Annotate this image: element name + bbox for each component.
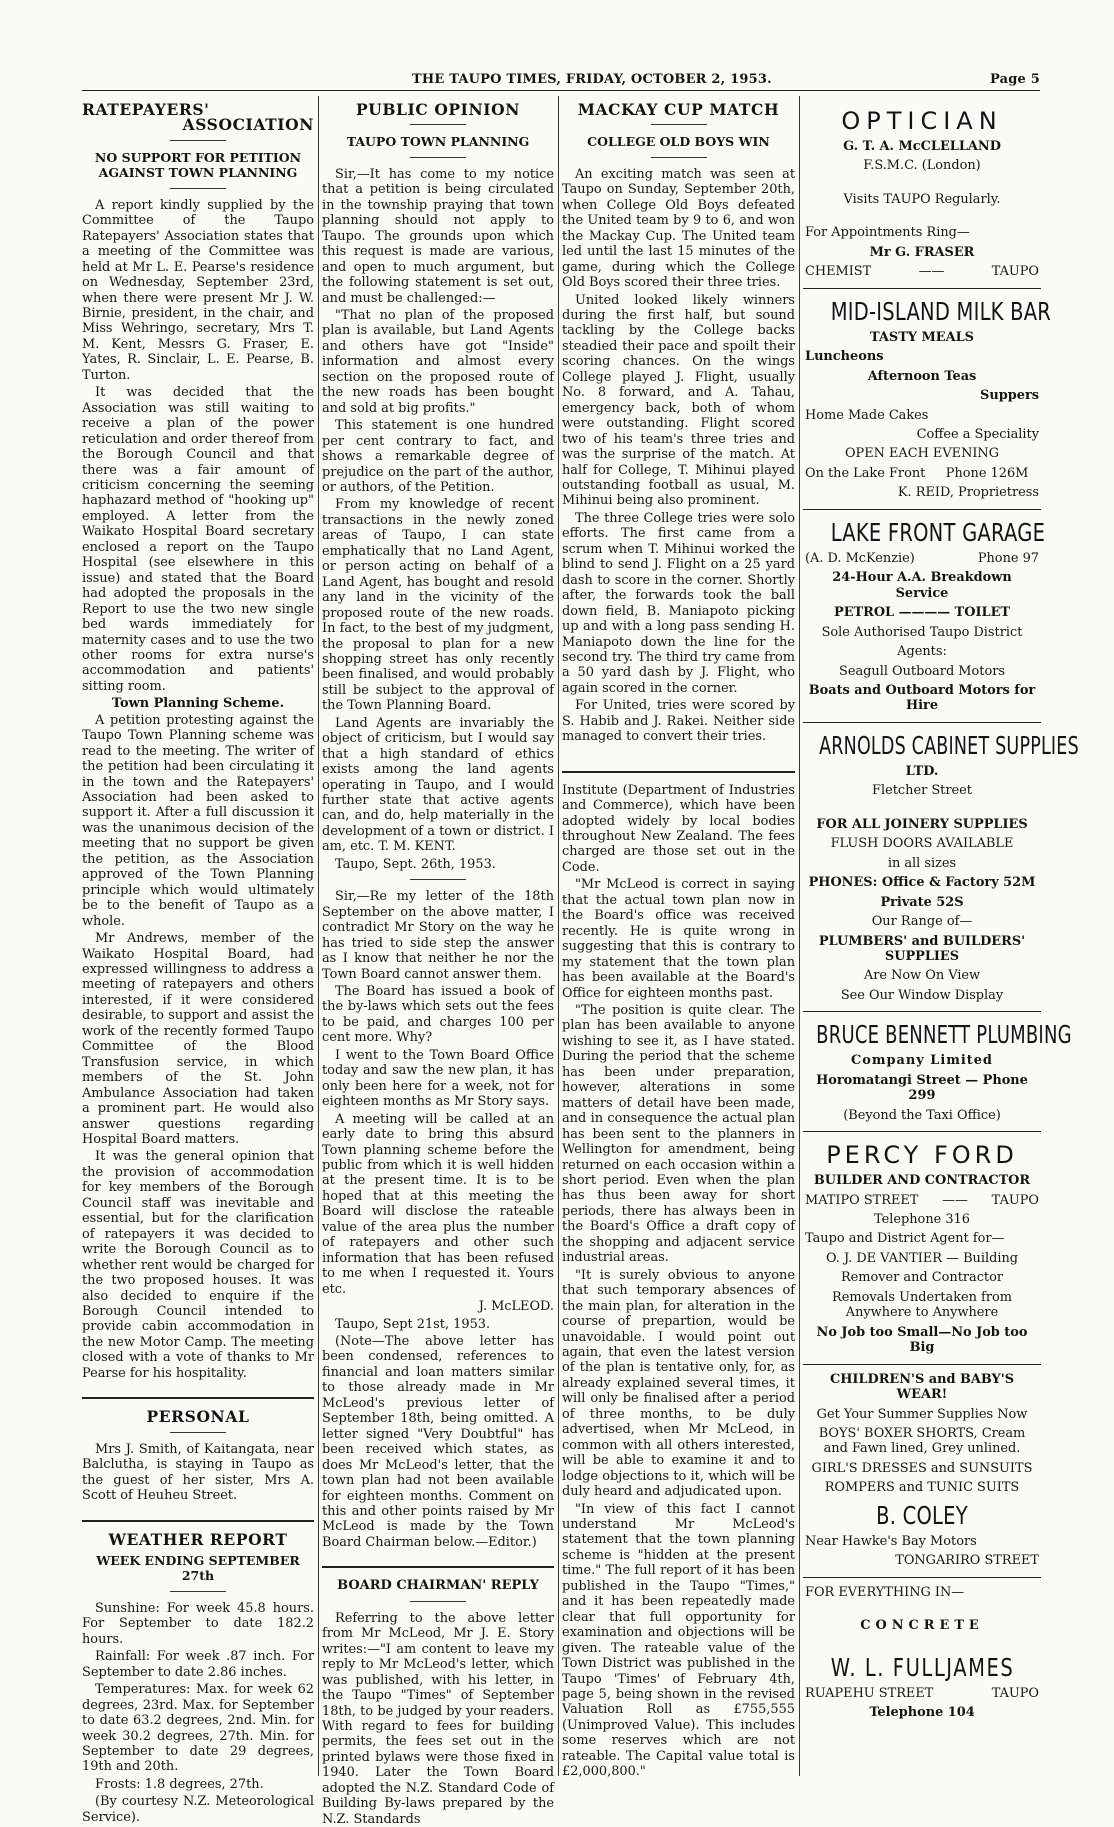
ad-line: O. J. DE VANTIER — Building [825,1250,1019,1266]
ad-line: No Job too Small—No Job too Big [816,1324,1028,1356]
ad-bruce-bennett [803,1012,1072,1132]
ad-line [805,1193,1039,1208]
article-subheading: NO SUPPORT FOR PETITION AGAINST TOWN PLANNING [94,149,302,181]
article-heading: BOARD CHAIRMAN' REPLY [337,1578,539,1594]
ad-percy-ford [803,1132,1041,1365]
ad-line: For Appointments Ring— [805,225,970,241]
ad-line: Afternoon Teas [867,368,977,384]
column-2 [322,98,554,1827]
ad-coley [803,1365,1041,1578]
dateline: Taupo, Sept 21st, 1953. [335,1316,491,1332]
divider [170,188,226,189]
article-heading: PERSONAL [146,1407,250,1427]
ad-text: RUAPEHU STREET [805,1685,934,1701]
paragraph: Temperatures: Max. for week 62 degrees, 23rd. Max. for September to date 63.2 degrees, 2nd. Min. for week 30.2 degrees, 27th. Min. for September to date 29 degrees, 19th and 20th. [82,1682,314,1775]
ad-line: Coffee a Speciality [916,426,1039,442]
paragraph: "The position is quite clear. The plan has been available to anyone wishing to see it, as I have stated. During the period that the scheme has been under preparation, however, alterations in some matters of detail have been made, and in consequence the actual plan has been sent to the planners in Wellington for amendment, being returned on each occasion within a short period. Even when the plan has thus been away for short periods, there has always been in the Board's Office a draft copy of the shopping and adjacent service industrial areas. [562,1003,795,1266]
ad-line: Private 52S [880,894,964,910]
ad-line: Home Made Cakes [805,407,929,423]
ad-line: Get Your Summer Supplies Now [816,1406,1028,1422]
paragraph: Rainfall: For week .87 inch. For September to date 2.86 inches. [82,1649,314,1680]
paragraph: An exciting match was seen at Taupo on Sunday, September 20th, when College Old Boys defeated the United team by 9 to 6, and won the Mackay Cup. The United team led until the last 15 minutes of the game, during which the College Old Boys scored their three tries. [562,166,795,291]
article-subheading: WEEK ENDING SEPTEMBER 27th [96,1552,300,1584]
article-weather [82,1529,314,1826]
ad-line: Removals Undertaken from Anywhere to Anywhere [832,1289,1012,1321]
ad-garage [803,510,1046,723]
dateline: Taupo, Sept. 26th, 1953. [335,856,496,872]
paragraph: Sir,—Re my letter of the 18th September on the above matter, I contradict Mr Story on the way he has tried to side step the answer as I know that neither he nor the Town Board cannot answer them. [322,889,554,982]
ad-line [805,551,1039,566]
paragraph: Mrs J. Smith, of Kaitangata, near Balclutha, is staying in Taupo as the guest of her sister, Mrs A. Scott of Heuheu Street. [82,1441,314,1504]
paragraph: "It is surely obvious to anyone that such temporary absences of the main plan, for alteration in the course of prepartion, would be unavoidable. I would point out again, that even the latest version of the plan is tentative only, for, as already explained several times, it will only be finalised after a period of three months, to be duly advertised, when Mr McLeod, in common with all others interested, will be able to examine it and to lodge objections to it, which will be duly heard and adjudicated upon. [562,1267,795,1500]
ad-line: CONCRETE [860,1618,984,1634]
ad-name: B. COLEY [876,1500,968,1530]
ad-line: TONGARIRO STREET [895,1553,1039,1569]
ad-line: Luncheons [805,349,884,365]
paragraph: "That no plan of the proposed plan is available, but Land Agents and others have got "Inside" information and almost every section on the proposed route of the new roads has been bought and sold at big profits." [322,307,554,416]
ad-line: See Our Window Display [840,987,1004,1003]
ad-line: BOYS' BOXER SHORTS, Cream and Fawn lined, Grey unlined. [818,1426,1026,1457]
ad-name: W. L. FULLJAMES [830,1652,1015,1682]
paragraph: A meeting will be called at an early date to bring this absurd Town planning scheme before the public from which it is well hidden at the present time. It is to be hoped that at this meeting the Board will disclose the rateable value of the area plus the number of ratepayers and other such information that has been refused to me when I requested it. Yours etc. [322,1111,554,1297]
running-head [82,72,1040,91]
article-personal [82,1409,314,1503]
ad-name: OPTICIAN [841,107,1003,135]
paragraph: United looked likely winners during the first half, but sound tackling by the College backs steadied their pace and spoilt their scoring chances. On the wings College played J. Flight, usually No. 8 forward, and A. Tahau, emergency back, both of whom were outstanding. Flight scored two of his team's three tries and was the surprise of the match. At half for College, T. Mihinui played outstanding football as usual, M. Mihinui being also prominent. [562,292,795,509]
ad-text: CHEMIST [805,264,872,280]
article-chairman-reply [322,1578,554,1827]
ad-text: TAUPO [991,264,1039,280]
ad-name: MID-ISLAND MILK BAR [830,296,1052,326]
paragraph: Referring to the above letter from Mr McLeod, Mr J. E. Story writes:—"I am content to leave my reply to Mr McLeod's letter, which was published, with his letter, in the Taupo "Times" of September 18th, to be judged by your readers. With regard to fees for building permits, the fees set out in the printed bylaws were those fixed in 1940. Later the Town Board adopted the N.Z. Standard Code of Building By-laws prepared by the N.Z. Standards [322,1610,554,1827]
ad-name: PERCY FORD [826,1141,1018,1170]
ad-line: K. REID, Proprietress [897,485,1039,501]
ad-name: ARNOLDS CABINET SUPPLIES [819,730,1079,760]
ad-line: Telephone 104 [869,1705,975,1721]
paragraph: I went to the Town Board Office today and saw the new plan, it has only been here for a week, not for eighteen months as Mr Story says. [322,1047,554,1110]
ad-name: LAKE FRONT GARAGE [830,517,1046,547]
ad-text: —— [942,1192,968,1208]
ad-name: BRUCE BENNETT PLUMBING [816,1020,1072,1050]
divider [410,124,466,125]
ad-line [805,1686,1039,1701]
ad-milk-bar [803,289,1052,510]
paragraph: It was decided that the Association was still waiting to receive a plan of the power reticulation and order thereof from the Borough Council and that there was a fair amount of criticism concerning the seeming haphazard method of "hooking up" employed. A letter from the Waikato Hospital Board secretary enclosed a report on the Taupo Hospital (see elsewhere in this issue) and stated that the Board had adopted the proposals in the Report to use the two new single bed wards immediately for maternity cases and to use the two other rooms for extra nurse's accommodation and patients' sitting room. [82,385,314,694]
ad-line: FOR EVERYTHING IN— [805,1584,965,1600]
paragraph: Sunshine: For week 45.8 hours. For September to date 182.2 hours. [82,1600,314,1647]
ad-line: Telephone 316 [874,1212,970,1228]
paragraph: The three College tries were solo efforts. The first came from a scrum when T. Mihinui worked the blind to send J. Flight on a 25 yard dash to score in the corner. Shortly after, the forwards took the ball down field, B. Maniapoto picking up and with a long pass sending H. Maniapoto down the line for the second try. The third try came from a 50 yard dash by J. Flight, who again scored in the corner. [562,510,795,696]
ad-line: CHILDREN'S and BABY'S WEAR! [829,1371,1015,1403]
paragraph: "Mr McLeod is correct in saying that the actual town plan now in the Board's office was received recently. He is quite wrong in suggesting that this is contrary to my statement that the town plan has been available at the Board's Office for eighteen months past. [562,877,795,1001]
ad-line: (Beyond the Taxi Office) [843,1107,1001,1123]
divider [322,1566,554,1568]
ad-line: Suppers [980,388,1039,404]
article-heading: PUBLIC OPINION [355,100,521,119]
ad-text: —— [918,264,945,280]
divider [651,124,707,125]
divider [410,1601,466,1602]
article-heading: RATEPAYERS' [82,100,210,119]
column-divider [558,96,559,1776]
ad-line: TASTY MEALS [870,329,974,345]
ad-line: Fletcher Street [872,783,972,799]
article-subheading: TAUPO TOWN PLANNING [346,134,530,150]
divider [651,157,707,158]
article-chairman-reply-continued [562,783,795,1780]
column-divider [318,96,319,1776]
paragraph: "In view of this fact I cannot understand Mr McLeod's statement that the town planning scheme is "hidden at the present time." The full report of it has been published in the Taupo "Times," and it has been repeatedly made clear that full opportunity for examination and objections will be given. The rateable value of the Town District was published in the Taupo 'Times' of February 4th, page 5, being shown in the revised Valuation Roll as £755,555 (Unimproved Value). This includes some reserves which are not rateable. The Capital value total is £2,000,800." [562,1501,795,1780]
ad-text: Phone 97 [977,550,1039,566]
ad-line [805,264,1039,279]
ad-line: 24-Hour A.A. Breakdown Service [832,570,1012,601]
signature: J. McLEOD. [478,1299,554,1315]
ad-line: F.S.M.C. (London) [863,158,981,174]
paragraph: A petition protesting against the Taupo Town Planning scheme was read to the meeting. The writer of the petition had been circulating it in the town and the Ratepayers' Association had been asked to support it. After a full discussion it was the unanimous decision of the meeting that no support be given the petition, as the Association approved of the Town Planning principle which would ultimately be to the benefit of Taupo as a whole. [82,712,314,929]
ad-line: Sole Authorised Taupo District [821,624,1023,640]
article-heading: MACKAY CUP MATCH [577,100,780,119]
ad-line: Visits TAUPO Regularly. [843,191,1001,207]
article-mackay-cup [562,102,795,745]
paragraph: Frosts: 1.8 degrees, 27th. [95,1776,264,1792]
paragraph: It was the general opinion that the provision of accommodation for key members of the Borough Council staff was inevitable and essential, but for the clarification of ratepayers it was decided to write the Borough Council as to whether rent would be charged for the two proposed houses. It was also decided to enquire if the Borough Council intended to provide cabin accommodation in the new Motor Camp. The meeting closed with a vote of thanks to Mr Pearse for his hospitality. [82,1149,314,1381]
ad-optician [803,98,1041,289]
ad-line: Horomatangi Street — Phone 299 [816,1072,1028,1104]
paragraph: (Note—The above letter has been condensed, references to financial and loan matters similar to those already made in Mr McLeod's previous letter of September 18th, being omitted. A letter signed "Very Doubtful" has been received which states, as does Mr McLeod's letter, that the town plan had not been available for eighteen months. Comment on this and other points raised by Mr McLeod is made by the Town Board Chairman below.—Editor.) [322,1333,554,1550]
ad-line: Seagull Outboard Motors [839,663,1005,679]
paragraph: Sir,—It has come to my notice that a petition is being circulated in the township praying that town planning should not apply to Taupo. The grounds upon which this request is made are various, and open to much argument, but the following statement is set out, and must be challenged:— [322,166,554,306]
ad-line: Our Range of— [871,914,973,930]
ad-line: Near Hawke's Bay Motors [805,1533,977,1549]
paragraph: From my knowledge of recent transactions in the newly zoned areas of Taupo, I can state emphatically that no Land Agent, or person acting on behalf of a Land Agent, has bought and resold any land in the vicinity of the proposed route of the new roads. In fact, to the best of my judgment, the proposal to plan for a new shopping street has only recently been finalised, and would probably still be subject to the approval of the Town Planning Board. [322,497,554,714]
paragraph: Institute (Department of Industries and Commerce), which have been adopted widely by local bodies throughout New Zealand. The fees charged are those set out in the Code. [562,782,795,875]
ad-line: PHONES: Office & Factory 52M [808,875,1036,891]
ad-line: Boats and Outboard Motors for Hire [808,682,1036,714]
ad-text: MATIPO STREET [805,1192,919,1208]
ad-text: TAUPO [991,1192,1039,1208]
column-3 [562,98,795,1783]
advertisements-column [803,98,1079,1783]
ad-line: Mr G. FRASER [869,244,975,260]
ad-line: G. T. A. McCLELLAND [843,139,1001,154]
ad-line: FLUSH DOORS AVAILABLE [830,836,1014,852]
ad-line: Remover and Contractor [840,1270,1004,1286]
ad-line: in all sizes [887,855,957,871]
ad-line: Taupo and District Agent for— [805,1231,1005,1247]
divider [170,1591,226,1592]
article-heading: WEATHER REPORT [108,1529,288,1549]
paragraph: This statement is one hundred per cent contrary to fact, and shows a remarkable degree of prejudice on the part of the author, or authors, of the Petition. [322,418,554,495]
divider [170,1432,226,1433]
paragraph: Land Agents are invariably the object of criticism, but I would say that a high standard of ethics exists among the land agents operating in Taupo, and I would further state that active agents can, and do, help materially in the development of a town or district. I am, etc. T. M. KENT. [322,715,554,855]
ad-line: FOR ALL JOINERY SUPPLIES [816,816,1028,832]
ad-arnolds [803,723,1079,1012]
paragraph: The Board has issued a book of the by-laws which sets out the fees to be paid, and charges 100 per cent more. Why? [322,984,554,1046]
ad-line: LTD. [905,763,939,779]
ad-line: GIRL'S DRESSES and SUNSUITS [811,1460,1033,1476]
divider [410,157,466,158]
ad-line: PETROL ———— TOILET [834,605,1010,621]
ad-line: PLUMBERS' and BUILDERS' SUPPLIES [818,933,1026,964]
ad-line: Company Limited [851,1053,993,1069]
newspaper-title: THE TAUPO TIMES, FRIDAY, OCTOBER 2, 1953. [412,72,772,87]
page-number: Page 5 [990,72,1040,87]
divider [562,771,795,773]
ad-line: OPEN EACH EVENING [844,446,1000,462]
ad-line: ROMPERS and TUNIC SUITS [824,1480,1020,1496]
divider [170,140,226,141]
divider [82,1397,314,1399]
paragraph: (By courtesy N.Z. Meteorological Service). [82,1794,314,1825]
ad-line: Agents: [897,644,947,660]
column-1 [82,98,314,1825]
divider [410,879,466,880]
ad-text: (A. D. McKenzie) [805,550,915,566]
ad-line: On the Lake Front Phone 126M [805,465,1029,481]
article-public-opinion [322,102,554,1550]
article-heading: ASSOCIATION [182,115,314,135]
article-subheading: COLLEGE OLD BOYS WIN [587,134,770,150]
ad-fulljames [803,1578,1041,1729]
paragraph: Mr Andrews, member of the Waikato Hospital Board, had expressed willingness to address a meeting of ratepayers and others interested, if it were considered desirable, to support and assist the work of the recently formed Taupo Committee of the Blood Transfusion service, in which members of the St. John Ambulance Association had taken a prominent part. He would also answer questions regarding Hospital Board matters. [82,931,314,1147]
divider [82,1520,314,1522]
ad-text: TAUPO [991,1685,1039,1701]
paragraph: For United, tries were scored by S. Habib and J. Rakei. Neither side managed to convert their tries. [562,698,795,745]
ad-line: BUILDER AND CONTRACTOR [813,1173,1031,1189]
ad-line: Are Now On View [863,968,981,984]
side-heading: Town Planning Scheme. [111,696,285,712]
paragraph: A report kindly supplied by the Committee of the Taupo Ratepayers' Association states that a meeting of the Committee was held at Mr L. E. Pearse's residence on Wednesday, September 23rd, when there were present Mr J. W. Birnie, president, in the chair, and Miss Wehringo, secretary, Mrs T. M. Kent, Messrs G. Fraser, E. Yates, R. Sinclair, L. E. Pearse, B. Turton. [82,197,314,383]
article-ratepayers [82,102,314,1381]
column-divider [799,96,800,1776]
